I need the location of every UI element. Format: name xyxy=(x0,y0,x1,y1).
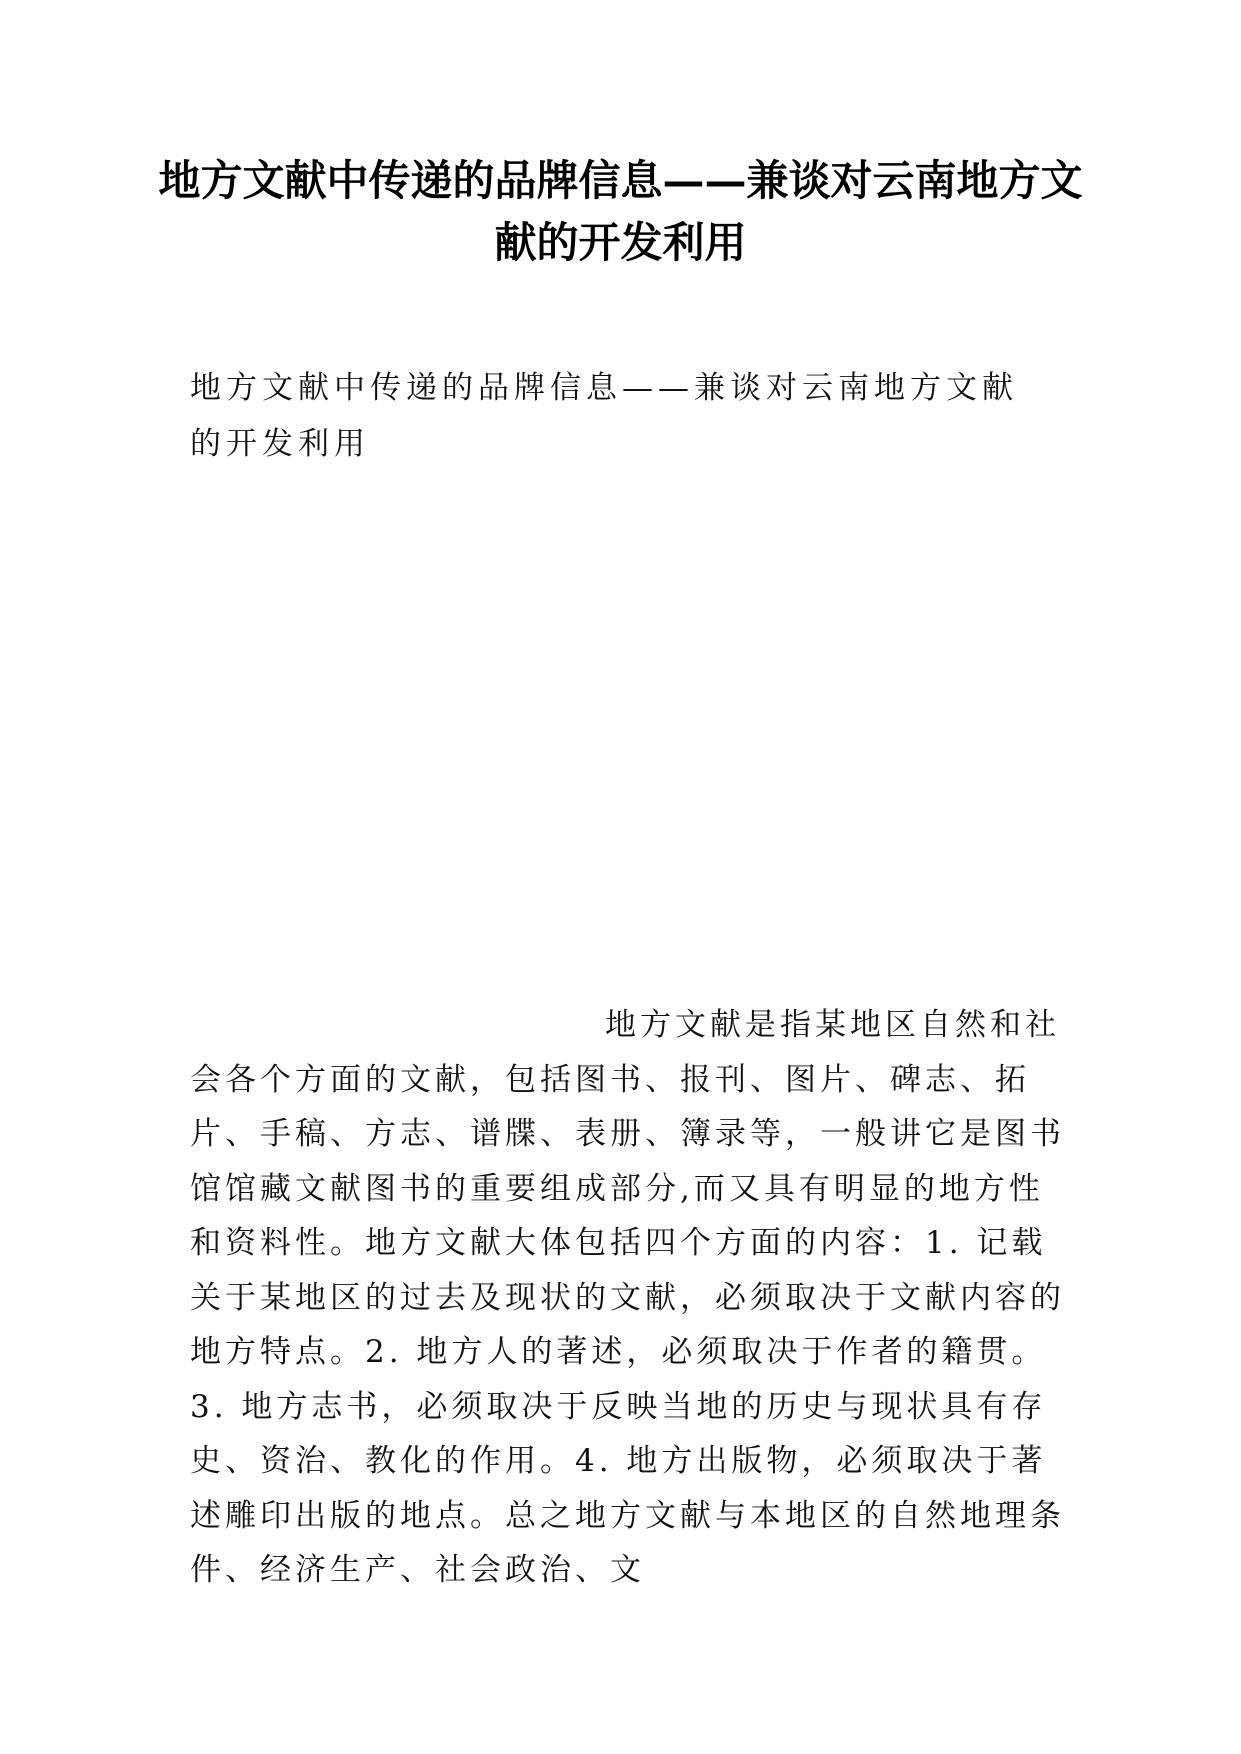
document-subtitle: 地方文献中传递的品牌信息——兼谈对云南地方文献的开发利用 xyxy=(190,370,1018,462)
body-paragraph: 地方文献是指某地区自然和社会各个方面的文献，包括图书、报刊、图片、碑志、拓片、手稿、方志、谱牒、表册、簿录等，一般讲它是图书馆馆藏文献图书的重要组成部分,而又具有明显的地方性和资料性。地方文献大体包括四个方面的内容：1. 记载关于某地区的过去及现状的文献，必须取决于文献内容的地方特点。2. 地方人的著述，必须取决于作者的籍贯。3. 地方志书，必须取决于反映当地的历史与现状具有存史、资治、教化的作用。4. 地方出版物，必须取决于著述雕印出版的地点。总之地方文献与本地区的自然地理条件、经济生产、社会政治、文 xyxy=(190,1007,1065,1588)
document-title: 地方文献中传递的品牌信息——兼谈对云南地方文献的开发利用 xyxy=(158,156,1083,267)
